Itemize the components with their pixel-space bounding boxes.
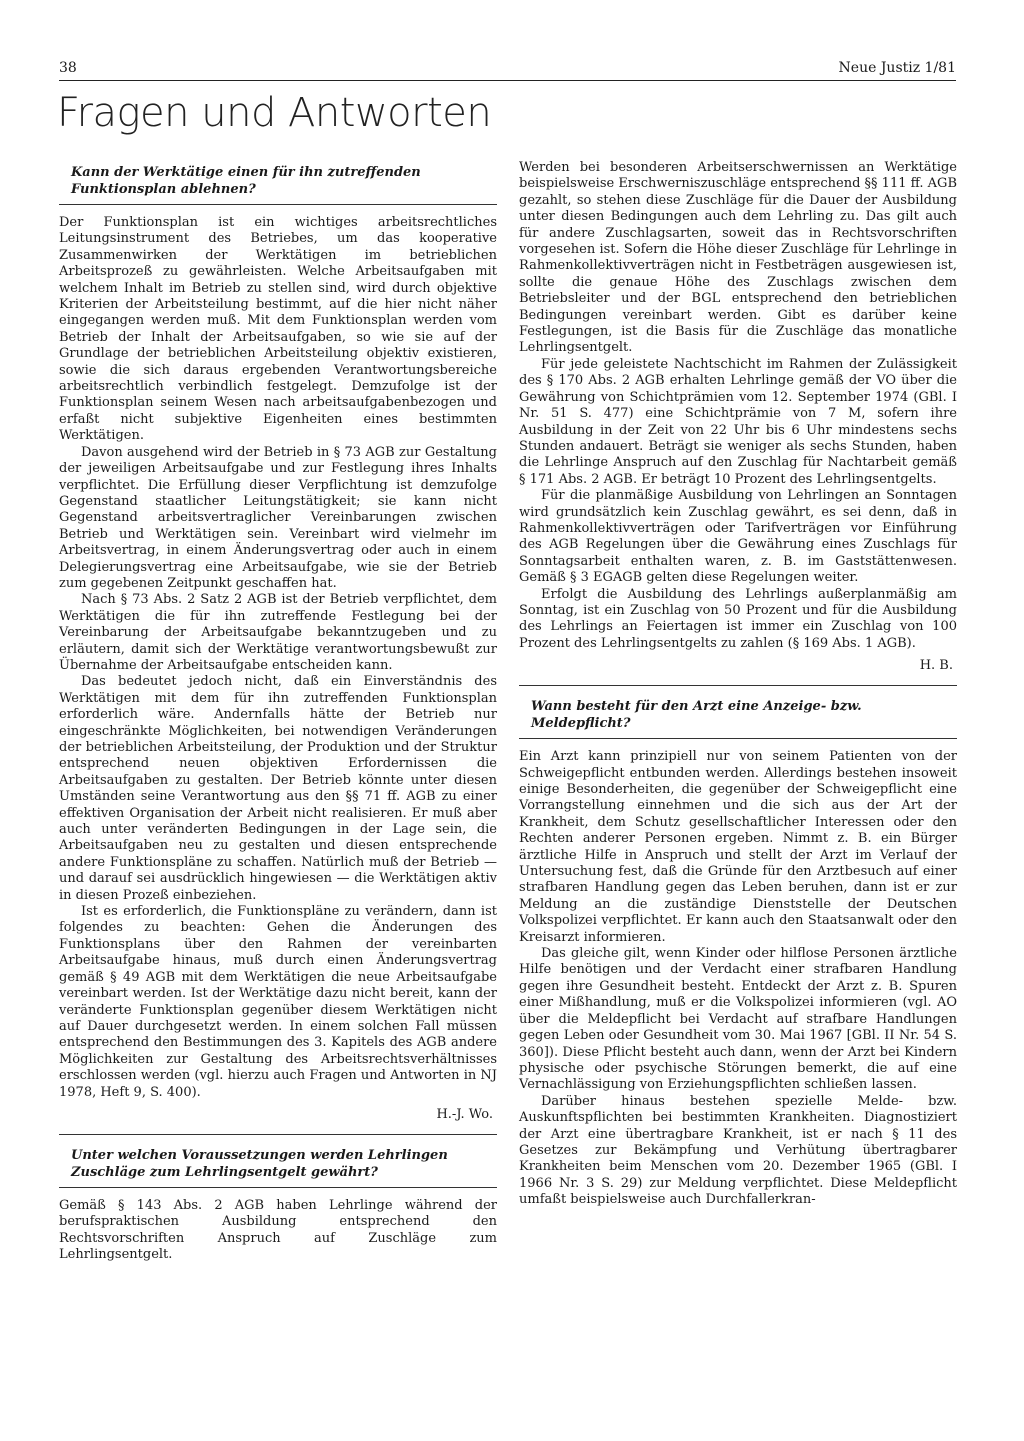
paragraph: Für jede geleistete Nachtschicht im Rahmen der Zulässigkeit des § 170 Abs. 2 AGB erhalten Lehrlinge gemäß der VO über die Gewährung von Schichtprämien vom 12. September 1974 (GBl. I Nr. 51 S. 477) eine Schichtprämie von 7 M, sofern ihre Ausbildung in der Zeit von 22 Uhr bis 6 Uhr mindestens sechs Stunden andauert. Beträgt sie weniger als sechs Stunden, haben die Lehrlinge Anspruch auf den Zuschlag für Nachtarbeit gemäß § 171 Abs. 2 AGB. Er beträgt 10 Prozent des Lehrlingsentgelts. [519, 356, 957, 487]
question-heading: Unter welchen Voraussetzungen werden Lehrlingen Zuschläge zum Lehrlingsentgelt gewährt? [59, 1143, 497, 1188]
question-heading: Kann der Werktätige einen für ihn zutreffenden Funktionsplan ablehnen? [59, 160, 497, 205]
left-column [59, 160, 497, 1264]
paragraph: Der Funktionsplan ist ein wichtiges arbeitsrechtliches Leitungsinstrument des Betriebes, um das kooperative Zusammenwirken der Werktätigen im betrieblichen Arbeitsprozeß zu gewährleisten. Welche Arbeitsaufgaben mit welchem Inhalt im Betrieb zu stellen sind, wird durch objektive Kriterien der Arbeitsteilung bestimmt, auf die hier nicht näher eingegangen werden muß. Mit dem Funktionsplan werden vom Betrieb der Inhalt der Arbeitsaufgaben, so wie sie auf der Grundlage der betrieblichen Arbeitsteilung objektiv existieren, sowie die sich daraus ergebenden Verantwortungsbereiche arbeitsrechtlich verbindlich festgelegt. Demzufolge ist der Funktionsplan seinem Wesen nach arbeitsaufgabenbezogen und erfaßt nicht subjektive Eigenheiten eines bestimmten Werktätigen. [59, 215, 497, 444]
page-title: Fragen und Antworten [57, 90, 492, 136]
question-heading: Wann besteht für den Arzt eine Anzeige- bzw. Meldepflicht? [519, 694, 957, 739]
paragraph: Ein Arzt kann prinzipiell nur von seinem Patienten von der Schweigepflicht entbunden werden. Allerdings bestehen insoweit einige Besonderheiten, die gegenüber der Schweigepflicht eine Vorrangstellung einnehmen und die sich aus der Art der Krankheit, dem Schutz gesellschaftlicher Interessen oder den Rechten anderer Personen ergeben. Nimmt z. B. ein Bürger ärztliche Hilfe in Anspruch und stellt der Arzt im Verlauf der Untersuchung fest, daß die Gründe für den Arztbesuch auf einer strafbaren Handlung gegen das Leben beruhen, dann ist er zur Meldung an die zuständige Dienststelle der Deutschen Volkspolizei verpflichtet. Er kann auch den Staatsanwalt oder den Kreisarzt informieren. [519, 749, 957, 945]
paragraph: Nach § 73 Abs. 2 Satz 2 AGB ist der Betrieb verpflichtet, dem Werktätigen die für ihn zutreffende Festlegung bei der Vereinbarung der Arbeitsaufgabe bekanntzugeben und zu erläutern, damit sich der Werktätige verantwortungsbewußt zur Übernahme der Arbeitsaufgabe entscheiden kann. [59, 592, 497, 673]
right-column [519, 160, 957, 1209]
journal-issue: Neue Justiz 1/81 [838, 60, 956, 76]
paragraph: Gemäß § 143 Abs. 2 AGB haben Lehrlinge während der berufspraktischen Ausbildung entsprechend den Rechtsvorschriften Anspruch auf Zuschläge zum Lehrlingsentgelt. [59, 1197, 497, 1263]
separator [59, 1134, 497, 1135]
paragraph: Das bedeutet jedoch nicht, daß ein Einverständnis des Werktätigen mit dem für ihn zutreffenden Funktionsplan erforderlich wäre. Andernfalls hätte der Betrieb nur eingeschränkte Möglichkeiten, bei notwendigen Veränderungen der betrieblichen Arbeitsteilung, der Produktion und der Struktur entsprechend neuen objektiven Erfordernissen die Arbeitsaufgaben zu gestalten. Der Betrieb könnte unter diesen Umständen seine Verantwortung aus den §§ 71 ff. AGB zu einer effektiven Organisation der Arbeit nicht realisieren. Er muß aber auch unter veränderten Bedingungen in der Lage sein, die Arbeitsaufgaben neu zu gestalten und diesen entsprechende andere Funktionspläne zu schaffen. Natürlich muß der Betrieb — und darauf sei ausdrücklich hingewiesen — die Werktätigen aktiv in diesen Prozeß einbeziehen. [59, 674, 497, 903]
paragraph: Ist es erforderlich, die Funktionspläne zu verändern, dann ist folgendes zu beachten: Gehen die Änderungen des Funktionsplans über den Rahmen der vereinbarten Arbeitsaufgabe hinaus, muß durch einen Änderungsvertrag gemäß § 49 AGB mit dem Werktätigen die neue Arbeitsaufgabe vereinbart werden. Ist der Werktätige dazu nicht bereit, kann der veränderte Funktionsplan gegenüber diesem Werktätigen nicht auf Dauer durchgesetzt werden. In einem solchen Fall müssen entsprechend den Bestimmungen des 3. Kapitels des AGB andere Möglichkeiten zur Gestaltung des Arbeitsrechtsverhältnisses erschlossen werden (vgl. hierzu auch Fragen und Antworten in NJ 1978, Heft 9, S. 400). [59, 904, 497, 1100]
page-number: 38 [59, 60, 77, 76]
paragraph: Das gleiche gilt, wenn Kinder oder hilflose Personen ärztliche Hilfe benötigen und der Verdacht einer strafbaren Handlung gegen ihre Gesundheit besteht. Entdeckt der Arzt z. B. Spuren einer Mißhandlung, muß er die Volkspolizei informieren (vgl. AO über die Meldepflicht bei Verdacht auf strafbare Handlungen gegen Leben oder Gesundheit vom 30. Mai 1967 [GBl. II Nr. 54 S. 360]). Diese Pflicht besteht auch dann, wenn der Arzt bei Kindern physische oder psychische Störungen bemerkt, die auf eine Vernachlässigung von Erziehungspflichten schließen lassen. [519, 946, 957, 1093]
paragraph: Für die planmäßige Ausbildung von Lehrlingen an Sonntagen wird grundsätzlich kein Zuschlag gewährt, es sei denn, daß in Rahmenkollektivverträgen oder Tarifverträgen vor Einführung des AGB Regelungen über die Gewährung eines Zuschlags für Sonntagsarbeit enthalten waren, z. B. im Gaststättenwesen. Gemäß § 3 EGAGB gelten diese Regelungen weiter. [519, 488, 957, 586]
paragraph: Davon ausgehend wird der Betrieb in § 73 AGB zur Gestaltung der jeweiligen Arbeitsaufgabe und zur Festlegung ihres Inhalts verpflichtet. Die Erfüllung dieser Verpflichtung ist demzufolge Gegenstand staatlicher Leitungstätigkeit; sie kann nicht Gegenstand arbeitsvertraglicher Vereinbarungen zwischen Betrieb und Werktätigen sein. Vereinbart wird vielmehr im Arbeitsvertrag, in einem Änderungsvertrag oder auch in einem Delegierungsvertrag eine Arbeitsaufgabe, wie sie der Betrieb zum gegebenen Zeitpunkt geschaffen hat. [59, 444, 497, 591]
paragraph: Darüber hinaus bestehen spezielle Melde- bzw. Auskunftspflichten bei bestimmten Krankheiten. Diagnostiziert der Arzt eine übertragbare Krankheit, ist er nach § 11 des Gesetzes zur Bekämpfung und Verhütung übertragbarer Krankheiten beim Menschen vom 20. Dezember 1965 (GBl. I 1966 Nr. 3 S. 29) zur Meldung verpflichtet. Diese Meldepflicht umfaßt beispielsweise auch Durchfallerkran- [519, 1093, 957, 1208]
separator [519, 685, 957, 686]
paragraph: Erfolgt die Ausbildung des Lehrlings außerplanmäßig am Sonntag, ist ein Zuschlag von 50 Prozent und für die Ausbildung des Lehrlings an Feiertagen ist immer ein Zuschlag von 100 Prozent des Lehrlingsentgelts zu zahlen (§ 169 Abs. 1 AGB). [519, 586, 957, 651]
header-rule [59, 80, 956, 81]
author-signature: H.-J. Wo. [436, 1106, 493, 1122]
author-signature: H. B. [919, 658, 953, 674]
paragraph: Werden bei besonderen Arbeitserschwernissen an Werktätige beispielsweise Erschwerniszuschläge entsprechend §§ 111 ff. AGB gezahlt, so stehen diese Zuschläge für die Dauer der Ausbildung unter diesen Bedingungen auch dem Lehrling zu. Das gilt auch für andere Zuschlagsarten, soweit das in Rechtsvorschriften vorgesehen ist. Sofern die Höhe dieser Zuschläge für Lehrlinge in Rahmenkollektivverträgen nicht in Festbeträgen ausgewiesen ist, sollte die genaue Höhe des Zuschlags zwischen dem Betriebsleiter und der BGL entsprechend den betrieblichen Bedingungen vereinbart werden. Gibt es darüber keine Festlegungen, ist die Basis für die Zuschläge das monatliche Lehrlingsentgelt. [519, 160, 957, 356]
